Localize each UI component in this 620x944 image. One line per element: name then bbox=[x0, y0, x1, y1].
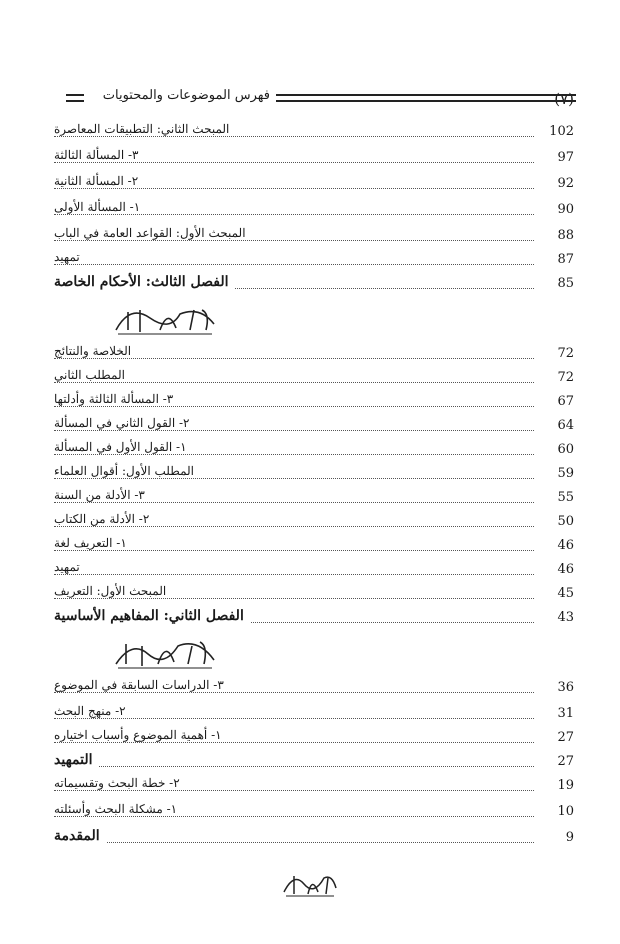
header-title: فهرس الموضوعات والمحتويات bbox=[102, 88, 270, 103]
toc-leader-dots bbox=[54, 406, 534, 407]
toc-page-number: 90 bbox=[557, 202, 574, 217]
toc-row bbox=[54, 148, 574, 170]
toc-leader-dots bbox=[54, 240, 534, 241]
toc-title: المبحث الثاني: التطبيقات المعاصرة bbox=[54, 122, 235, 136]
toc-page-number: 46 bbox=[557, 562, 574, 577]
toc-leader-dots bbox=[54, 358, 534, 359]
toc-page-number: 50 bbox=[557, 514, 574, 529]
toc-page-number: 55 bbox=[557, 490, 574, 505]
toc-page-number: 97 bbox=[557, 150, 574, 165]
toc-row bbox=[54, 174, 574, 196]
toc-title: ٣- المسألة الثالثة وأدلتها bbox=[54, 392, 179, 406]
toc-leader-dots bbox=[54, 454, 534, 455]
header-rule bbox=[276, 94, 576, 96]
toc-title: المبحث الأول: التعريف bbox=[54, 584, 172, 598]
toc-title: الخلاصة والنتائج bbox=[54, 344, 137, 358]
toc-row-chapter bbox=[54, 752, 574, 774]
toc-page-number: 46 bbox=[557, 538, 574, 553]
toc-row bbox=[54, 802, 574, 824]
toc-page-number: 88 bbox=[557, 228, 574, 243]
toc-row bbox=[54, 678, 574, 700]
toc-page-number: 102 bbox=[549, 124, 574, 139]
toc-row bbox=[54, 704, 574, 726]
toc-page-number: 59 bbox=[557, 466, 574, 481]
toc-row bbox=[54, 440, 574, 462]
toc-row bbox=[54, 560, 574, 582]
toc-row bbox=[54, 122, 574, 144]
toc-title: تمهيد bbox=[54, 560, 86, 574]
toc-row bbox=[54, 776, 574, 798]
toc-title: ٣- المسألة الثالثة bbox=[54, 148, 145, 162]
toc-leader-dots bbox=[54, 214, 534, 215]
toc-row bbox=[54, 728, 574, 750]
toc-page-number: 64 bbox=[557, 418, 574, 433]
toc-title: ٢- المسألة الثانية bbox=[54, 174, 144, 188]
toc-row bbox=[54, 416, 574, 438]
toc-row bbox=[54, 200, 574, 222]
toc-title: ٢- منهج البحث bbox=[54, 704, 132, 718]
toc-title: تمهيد bbox=[54, 250, 86, 264]
toc-leader-dots bbox=[54, 264, 534, 265]
toc-leader-dots bbox=[54, 692, 534, 693]
toc-title: الفصل الثاني: المفاهيم الأساسية bbox=[54, 608, 250, 624]
header-rule bbox=[276, 100, 576, 102]
toc-title: ١- المسألة الأولى bbox=[54, 200, 146, 214]
toc-row-chapter bbox=[54, 828, 574, 850]
toc-page-number: 85 bbox=[557, 276, 574, 291]
toc-page-number: 60 bbox=[557, 442, 574, 457]
toc-page-number: 36 bbox=[557, 680, 574, 695]
toc-leader-dots bbox=[54, 526, 534, 527]
toc-row bbox=[54, 392, 574, 414]
toc-leader-dots bbox=[54, 136, 534, 137]
toc-title: ١- القول الأول في المسألة bbox=[54, 440, 193, 454]
toc-row bbox=[54, 488, 574, 510]
toc-leader-dots bbox=[54, 842, 534, 843]
toc-title: ٢- القول الثاني في المسألة bbox=[54, 416, 195, 430]
page-number: (٧) bbox=[554, 90, 574, 108]
toc-row bbox=[54, 536, 574, 558]
toc-title: ١- مشكلة البحث وأسئلته bbox=[54, 802, 183, 816]
toc-row-chapter bbox=[54, 274, 574, 296]
toc-leader-dots bbox=[54, 382, 534, 383]
toc-title: ١- أهمية الموضوع وأسباب اختياره bbox=[54, 728, 228, 742]
toc-row bbox=[54, 512, 574, 534]
header-short-rule bbox=[66, 94, 84, 96]
toc-row bbox=[54, 226, 574, 248]
toc-leader-dots bbox=[54, 162, 534, 163]
toc-title: التمهيد bbox=[54, 752, 99, 768]
page-header bbox=[48, 88, 578, 112]
toc-leader-dots bbox=[54, 188, 534, 189]
toc-title: المطلب الثاني bbox=[54, 368, 131, 382]
toc-title: المبحث الأول: القواعد العامة في الباب bbox=[54, 226, 252, 240]
toc-page-number: 10 bbox=[557, 804, 574, 819]
toc-page-number: 31 bbox=[557, 706, 574, 721]
toc-row bbox=[54, 464, 574, 486]
toc-leader-dots bbox=[54, 502, 534, 503]
toc-page-number: 27 bbox=[557, 730, 574, 745]
toc-row-chapter bbox=[54, 608, 574, 630]
toc-title: ٣- الأدلة من السنة bbox=[54, 488, 151, 502]
toc-row bbox=[54, 250, 574, 272]
toc-title: ٢- الأدلة من الكتاب bbox=[54, 512, 155, 526]
toc-page-number: 92 bbox=[557, 176, 574, 191]
toc-row bbox=[54, 344, 574, 366]
toc-page-number: 72 bbox=[557, 346, 574, 361]
toc-leader-dots bbox=[54, 766, 534, 767]
toc-title: المطلب الأول: أقوال العلماء bbox=[54, 464, 200, 478]
toc-leader-dots bbox=[54, 430, 534, 431]
toc-leader-dots bbox=[54, 574, 534, 575]
toc-row bbox=[54, 584, 574, 606]
toc-title: ١- التعريف لغة bbox=[54, 536, 133, 550]
chapter-ornament bbox=[110, 634, 220, 672]
toc-title: الفصل الثالث: الأحكام الخاصة bbox=[54, 274, 234, 290]
toc-leader-dots bbox=[54, 598, 534, 599]
toc-page-number: 67 bbox=[557, 394, 574, 409]
toc-page-number: 87 bbox=[557, 252, 574, 267]
toc-page-number: 45 bbox=[557, 586, 574, 601]
toc-title: ٢- خطة البحث وتقسيماته bbox=[54, 776, 186, 790]
toc-page-number: 27 bbox=[557, 754, 574, 769]
header-short-rule bbox=[66, 100, 84, 102]
toc-title: ٣- الدراسات السابقة في الموضوع bbox=[54, 678, 230, 692]
toc-leader-dots bbox=[54, 742, 534, 743]
toc-page-number: 72 bbox=[557, 370, 574, 385]
toc-page-number: 19 bbox=[557, 778, 574, 793]
toc-leader-dots bbox=[54, 550, 534, 551]
toc-page-number: 9 bbox=[565, 830, 574, 845]
toc-title: المقدمة bbox=[54, 828, 106, 844]
toc-leader-dots bbox=[54, 816, 534, 817]
footer-ornament bbox=[280, 866, 340, 900]
toc-row bbox=[54, 368, 574, 390]
toc-leader-dots bbox=[54, 790, 534, 791]
toc-leader-dots bbox=[54, 718, 534, 719]
toc-page-number: 43 bbox=[557, 610, 574, 625]
chapter-ornament bbox=[110, 300, 220, 338]
toc-leader-dots bbox=[54, 478, 534, 479]
